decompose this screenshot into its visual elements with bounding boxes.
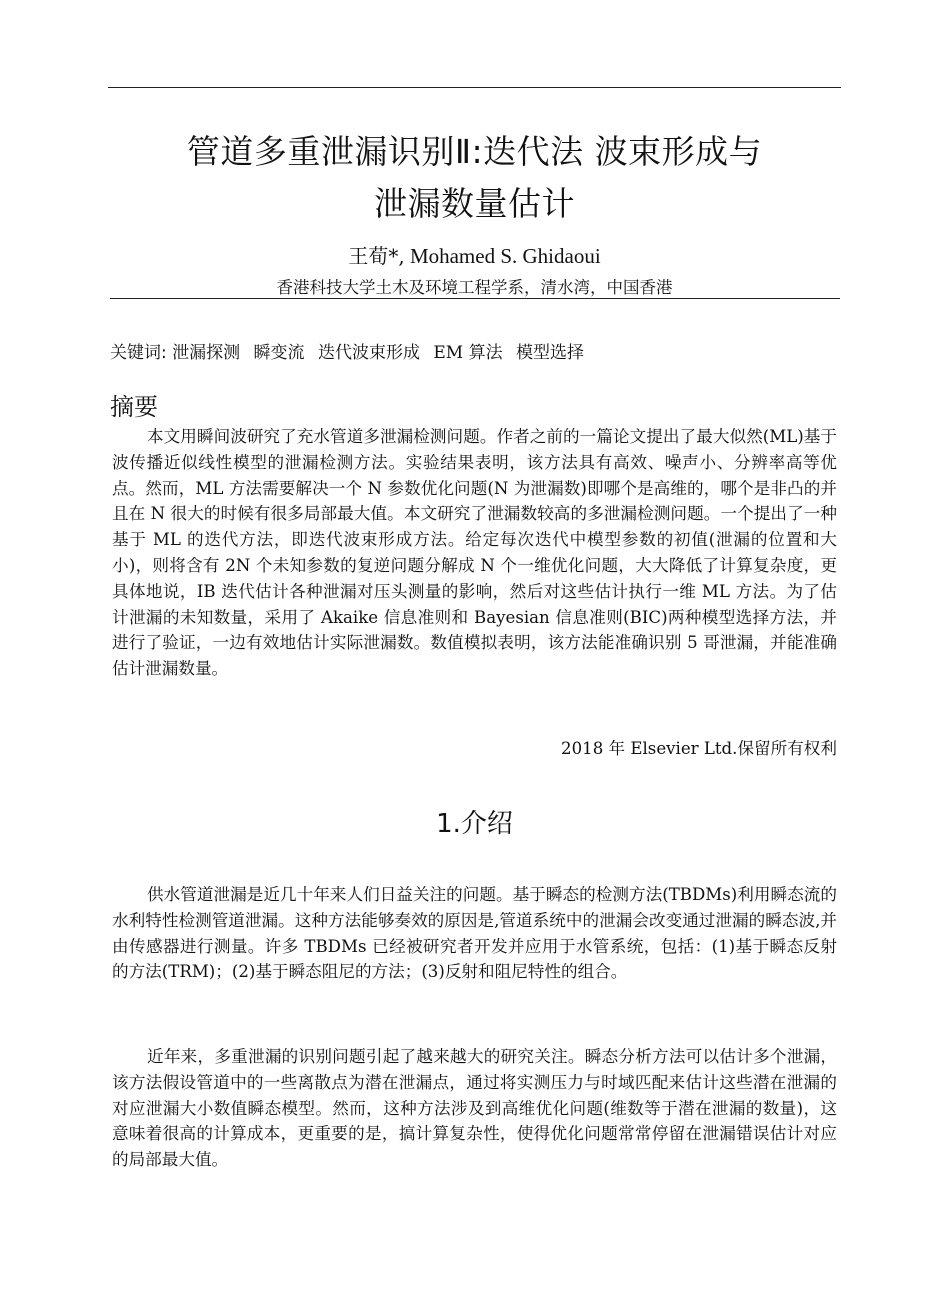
keywords-label: 关键词: [110, 343, 167, 363]
abstract-text: 本文用瞬间波研究了充水管道多泄漏检测问题。作者之前的一篇论文提出了最大似然(ML)基于波传播近似线性模型的泄漏检测方法。实验结果表明，该方法具有高效、噪声小、分辨率高等优点。然而，ML 方法需要解决一个 N 参数优化问题(N 为泄漏数)即哪个是高维的，哪个是非凸的并且在 N 很大的时候有很多局部最大值。本文研究了泄漏数较高的多泄漏检测问题。一个提出了一种基于 ML 的迭代方法，即迭代波束形成方法。给定每次迭代中模型参数的初值(泄漏的位置和大小)，则将含有 2N 个未知参数的复逆问题分解成 N 个一维优化问题，大大降低了计算复杂度，更具体地说，IB 迭代估计各种泄漏对压头测量的影响，然后对这些估计执行一维 ML 方法。为了估计泄漏的未知数量，采用了 Akaike 信息准则和 Bayesian 信息准则(BIC)两种模型选择方法，并进行了验证，一边有效地估计实际泄漏数。数值模拟表明，该方法能准确识别 5 哥泄漏，并能准确估计泄漏数量。 [112, 427, 837, 679]
header-rule [108, 87, 841, 88]
author-en: Mohamed S. Ghidaoui [404, 244, 601, 268]
keywords-line [110, 338, 592, 363]
keyword-item: 泄漏探测 [172, 343, 241, 363]
keyword-item: 瞬变流 [253, 343, 305, 363]
affiliation-rule [110, 298, 840, 299]
abstract-heading: 摘要 [110, 393, 158, 421]
intro-paragraph: 近年来，多重泄漏的识别问题引起了越来越大的研究关注。瞬态分析方法可以估计多个泄漏，该方法假设管道中的一些离散点为潜在泄漏点，通过将实测压力与时域匹配来估计这些潜在泄漏的对应泄漏大小数值瞬态模型。然而，这种方法涉及到高维优化问题(维数等于潜在泄漏的数量)，这意味着很高的计算成本，更重要的是，搞计算复杂性，使得优化问题常常停留在泄漏错误估计对应的局部最大值。 [112, 1047, 837, 1170]
paper-title-line-2: 泄漏数量估计 [374, 184, 575, 223]
keyword-item: 模型选择 [516, 343, 584, 363]
paper-title-line-1: 管道多重泄漏识别Ⅱ:迭代法 波束形成与 [186, 132, 763, 171]
keyword-item: 迭代波束形成 [317, 343, 420, 363]
intro-paragraph: 供水管道泄漏是近几十年来人们日益关注的问题。基于瞬态的检测方法(TBDMs)利用瞬态流的水利特性检测管道泄漏。这种方法能够奏效的原因是,管道系统中的泄漏会改变通过泄漏的瞬态波,并由传感器进行测量。许多 TBDMs 已经被研究者开发并应用于水管系统，包括：(1)基于瞬态反射的方法(TRM)；(2)基于瞬态阻尼的方法；(3)反射和阻尼特性的组合。 [112, 885, 837, 982]
copyright-notice: 2018 年 Elsevier Ltd.保留所有权利 [561, 739, 837, 758]
affiliation: 香港科技大学土木及环境工程学系，清水湾，中国香港 [276, 278, 673, 297]
keyword-item: EM 算法 [433, 343, 503, 363]
author-cn: 王荀*, [348, 244, 405, 268]
section-heading-introduction: 1.介绍 [436, 809, 513, 839]
author-list [108, 240, 841, 269]
